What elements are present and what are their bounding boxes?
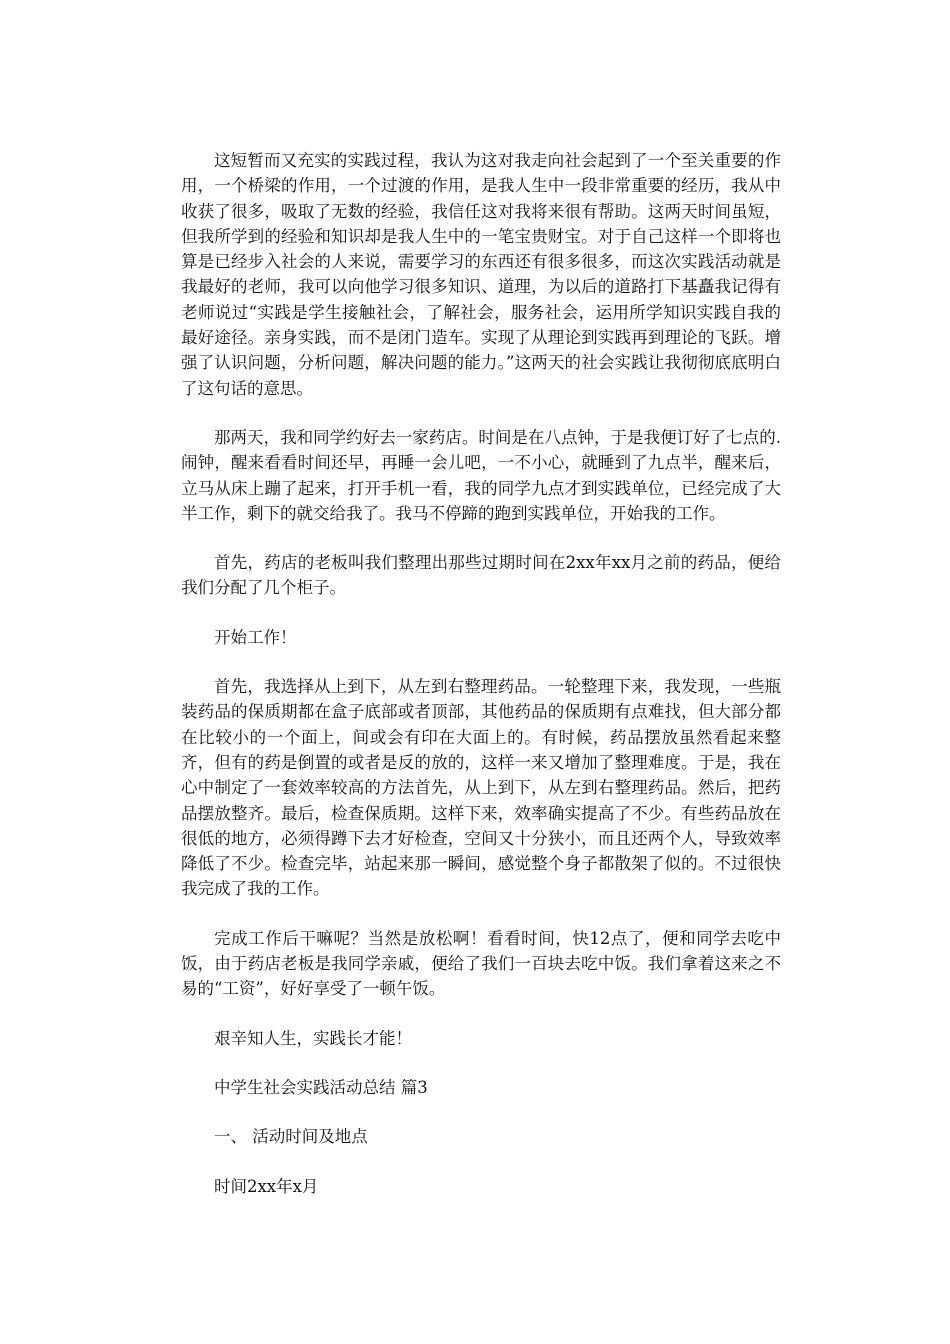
- paragraph-3: 首先，药店的老板叫我们整理出那些过期时间在2xx年xx月之前的药品，便给我们分配了几个柜子。: [181, 553, 781, 598]
- paragraph-5: 首先，我选择从上到下，从左到右整理药品。一轮整理下来，我发现，一些瓶装药品的保质期都在盒子底部或者顶部，其他药品的保质期有点难找，但大部分都在比较小的一个面上，间或会有印在大面上的。有时候，药品摆放虽然看起来整齐，但有的药是倒置的或者是反的放的，这样一来又增加了整理难度。于是，我在心中制定了一套效率较高的方法首先，从上到下，从左到右整理药品。然后，把药品摆放整齐。最后，检查保质期。这样下来，效率确实提高了不少。有些药品放在很低的地方，必须得蹲下去才好检查，空间又十分狭小，而且还两个人，导致效率降低了不少。检查完毕，站起来那一瞬间，感觉整个身子都散架了似的。不过很快我完成了我的工作。: [181, 677, 781, 899]
- paragraph-2: 那两天，我和同学约好去一家药店。时间是在八点钟，于是我便订好了七点的.闹钟，醒来看看时间还早，再睡一会儿吧，一不小心，就睡到了九点半，醒来后，立马从床上蹦了起来，打开手机一看，我的同学九点才到实践单位，已经完成了大半工作，剩下的就交给我了。我马不停蹄的跑到实践单位，开始我的工作。: [181, 427, 781, 523]
- paragraph-7: 艰辛知人生，实践长才能！: [214, 1028, 412, 1048]
- subsection-heading: 一、 活动时间及地点: [214, 1127, 368, 1147]
- paragraph-6: 完成工作后干嘛呢？当然是放松啊！看看时间，快12点了，便和同学去吃中饭，由于药店老板是我同学亲戚，便给了我们一百块去吃中饭。我们拿着这来之不易的“工资”，好好享受了一顿午饭。: [181, 928, 781, 999]
- section-heading: 中学生社会实践活动总结 篇3: [214, 1077, 428, 1097]
- time-line: 时间2xx年x月: [214, 1176, 319, 1196]
- document-body: [181, 148, 781, 1199]
- paragraph-1: 这短暂而又充实的实践过程，我认为这对我走向社会起到了一个至关重要的作用，一个桥梁的作用，一个过渡的作用，是我人生中一段非常重要的经历，我从中收获了很多，吸取了无数的经验，我信任这对我将来很有帮助。这两天时间虽短，但我所学到的经验和知识却是我人生中的一笔宝贵财宝。对于自己这样一个即将也算是已经步入社会的人来说，需要学习的东西还有很多很多，而这次实践活动就是我最好的老师，我可以向他学习很多知识、道理，为以后的道路打下基矗我记得有老师说过“实践是学生接触社会，了解社会，服务社会，运用所学知识实践自我的最好途径。亲身实践，而不是闭门造车。实现了从理论到实践再到理论的飞跃。增强了认识问题，分析问题，解决问题的能力。”这两天的社会实践让我彻彻底底明白了这句话的意思。: [181, 151, 781, 398]
- paragraph-4: 开始工作！: [214, 627, 297, 647]
